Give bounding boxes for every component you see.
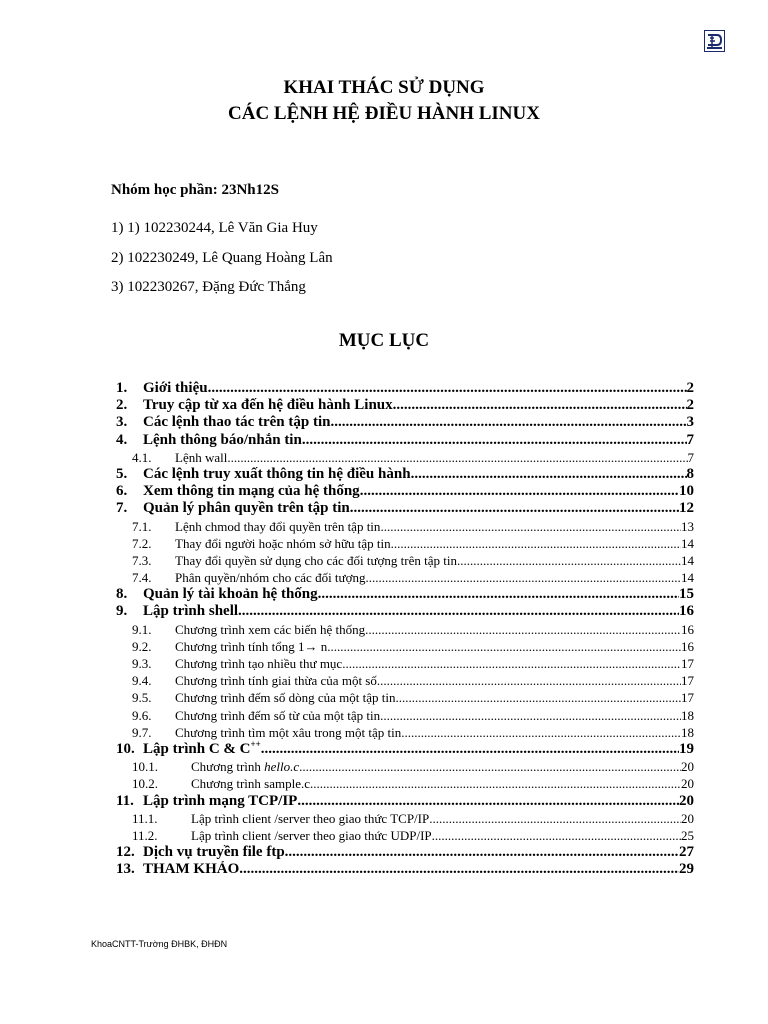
toc-entry-page: 27: [679, 844, 694, 861]
toc-subentry[interactable]: [116, 621, 694, 638]
toc-entry-page: 16: [681, 621, 694, 637]
toc-entry-number: 4.: [116, 431, 128, 448]
toc-leader-dots: [302, 432, 687, 449]
toc-entry-page: 18: [681, 707, 694, 723]
toc-entry-number: 10.: [116, 740, 135, 757]
toc-entry-number: 11.2.: [132, 827, 158, 843]
toc-subentry[interactable]: [116, 449, 694, 466]
toc-subentry[interactable]: [116, 638, 694, 655]
toc-entry-number: 11.: [116, 792, 134, 809]
toc-entry[interactable]: [116, 741, 694, 758]
toc-entry-title: Lệnh thông báo/nhắn tin: [143, 431, 302, 448]
toc-entry-page: 17: [681, 656, 694, 671]
document-title-line-1: KHAI THÁC SỬ DỤNG: [283, 77, 485, 98]
toc-leader-dots: [299, 758, 681, 775]
toc-entry-page: 14: [681, 570, 694, 586]
toc-entry-page: 2: [686, 380, 694, 396]
toc-leader-dots: [327, 638, 681, 655]
toc-entry-number: 5.: [116, 465, 128, 482]
toc-entry-page: 14: [681, 552, 694, 568]
toc-leader-dots: [411, 466, 687, 483]
toc-entry-title: Chương trình đếm số dòng của một tập tin: [175, 690, 396, 706]
toc-entry-title: Chương trình đếm số từ của một tập tin: [175, 707, 381, 723]
toc-entry-page: 13: [681, 518, 694, 534]
toc-entry-title: Xem thông tin mạng của hệ thống: [143, 483, 360, 500]
toc-subentry[interactable]: [116, 569, 694, 586]
toc-entry-number: 7.2.: [132, 535, 152, 551]
toc-subentry[interactable]: [116, 535, 694, 552]
toc-entry-page: 8: [686, 465, 694, 482]
toc-entry-title: Lập trình C & C++: [143, 740, 261, 757]
toc-entry[interactable]: [116, 397, 694, 414]
toc-leader-dots: [429, 810, 681, 827]
toc-entry-title: Thay đổi người hoặc nhóm sở hữu tập tin: [175, 535, 391, 551]
toc-entry-page: 17: [681, 690, 694, 706]
toc-leader-dots: [285, 844, 679, 861]
toc-entry[interactable]: [116, 466, 694, 483]
toc-leader-dots: [395, 689, 681, 706]
toc-entry[interactable]: [116, 500, 694, 517]
toc-entry-number: 4.1.: [132, 449, 152, 465]
toc-entry-title: Quản lý phân quyền trên tập tin: [143, 500, 350, 517]
toc-leader-dots: [457, 552, 681, 569]
toc-subentry[interactable]: [116, 827, 694, 844]
toc-entry-number: 9.6.: [132, 707, 152, 723]
toc-entry-number: 7.: [116, 500, 128, 517]
toc-entry-number: 9.5.: [132, 690, 152, 706]
toc-entry-page: 18: [681, 724, 694, 740]
toc-leader-dots: [261, 741, 679, 758]
toc-subentry[interactable]: [116, 655, 694, 672]
toc-entry-title: Lệnh chmod thay đổi quyền trên tập tin: [175, 518, 381, 534]
toc-entry-page: 19: [679, 740, 694, 757]
toc-leader-dots: [377, 672, 681, 689]
toc-entry-number: 7.1.: [132, 518, 152, 534]
toc-title: MỤC LỤC: [338, 330, 430, 351]
toc-entry-number: 3.: [116, 414, 128, 431]
toc-entry[interactable]: [116, 483, 694, 500]
toc-entry-page: 25: [681, 827, 694, 843]
toc-entry-page: 20: [681, 759, 694, 775]
toc-entry-title: Chương trình tính giai thừa của một số: [175, 673, 377, 689]
toc-entry-number: 9.2.: [132, 638, 152, 654]
toc-subentry[interactable]: [116, 724, 694, 741]
toc-leader-dots: [401, 724, 681, 741]
toc-subentry[interactable]: [116, 689, 694, 706]
toc-entry-page: 15: [679, 586, 694, 603]
toc-leader-dots: [239, 861, 679, 878]
toc-entry[interactable]: [116, 793, 694, 810]
toc-entry-number: 10.2.: [132, 776, 158, 792]
toc-entry-number: 2.: [116, 397, 128, 414]
toc-entry-number: 9.4.: [132, 673, 152, 689]
university-logo: [704, 30, 725, 52]
toc-entry-page: 20: [681, 776, 694, 792]
toc-entry-number: 9.7.: [132, 724, 152, 740]
toc-leader-dots: [238, 603, 679, 620]
toc-entry[interactable]: [116, 414, 694, 431]
toc-entry-page: 2: [686, 397, 694, 414]
toc-leader-dots: [360, 483, 679, 500]
toc-entry-page: 17: [681, 673, 694, 689]
toc-leader-dots: [331, 414, 687, 431]
toc-entry-number: 7.4.: [132, 570, 152, 586]
page-footer: KhoaCNTT-Trường ĐHBK, ĐHĐN: [91, 939, 228, 949]
toc-leader-dots: [365, 621, 681, 638]
toc-entry-title: Thay đổi quyền sử dụng cho các đối tượng trên tập tin: [175, 552, 457, 568]
toc-entry[interactable]: [116, 432, 694, 449]
toc-entry-number: 12.: [116, 844, 135, 861]
toc-entry-title: Chương trình tính tổng 1→ n: [175, 638, 328, 654]
toc-entry-page: 14: [681, 535, 694, 551]
toc-entry-title: Phân quyền/nhóm cho các đối tượng: [175, 570, 366, 586]
toc-entry-title: Chương trình tạo nhiều thư mục: [175, 656, 343, 671]
toc-leader-dots: [310, 775, 681, 792]
toc-entry-page: 16: [679, 603, 694, 620]
toc-leader-dots: [350, 500, 679, 517]
toc-entry-page: 7: [686, 431, 694, 448]
toc-entry-number: 9.: [116, 603, 128, 620]
toc-entry-title: Chương trình hello.c: [191, 759, 300, 775]
toc-entry-title: Lập trình client /server theo giao thức UDP/IP: [191, 827, 432, 843]
toc-entry-title: Chương trình tìm một xâu trong một tập tin: [175, 724, 402, 740]
toc-leader-dots: [365, 569, 681, 586]
toc-subentry[interactable]: [116, 707, 694, 724]
toc-leader-dots: [318, 586, 679, 603]
toc-entry-title: Chương trình xem các biến hệ thống: [175, 621, 366, 637]
toc-entry-number: 8.: [116, 586, 128, 603]
toc-entry-title: THAM KHẢO: [143, 861, 240, 878]
toc-entry-title: Chương trình sample.c: [191, 776, 310, 792]
toc-entry-number: 7.3.: [132, 552, 152, 568]
toc-entry-page: 3: [686, 414, 694, 431]
member-1: 1) 1) 102230244, Lê Văn Gia Huy: [111, 220, 318, 236]
toc-entry-page: 10: [679, 483, 694, 500]
toc-entry-title: Lập trình client /server theo giao thức TCP/IP: [191, 810, 430, 826]
member-2: 2) 102230249, Lê Quang Hoàng Lân: [111, 250, 333, 266]
toc-subentry[interactable]: [116, 518, 694, 535]
toc-leader-dots: [432, 827, 681, 844]
toc-entry-page: 20: [681, 810, 694, 826]
toc-subentry[interactable]: [116, 775, 694, 792]
toc-leader-dots: [297, 793, 679, 810]
toc-entry-title: Truy cập từ xa đến hệ điều hành Linux: [143, 397, 393, 414]
toc-entry-number: 6.: [116, 483, 128, 500]
table-of-contents: [116, 380, 694, 878]
group-label: Nhóm học phần: 23Nh12S: [111, 182, 279, 198]
toc-entry-page: 29: [679, 861, 694, 878]
toc-entry-title: Lập trình mạng TCP/IP: [143, 792, 298, 809]
toc-leader-dots: [380, 518, 681, 535]
toc-entry-title: Các lệnh truy xuất thông tin hệ điều hành: [143, 465, 411, 482]
toc-subentry[interactable]: [116, 552, 694, 569]
toc-leader-dots: [342, 655, 681, 672]
toc-entry-number: 11.1.: [132, 810, 158, 826]
toc-subentry[interactable]: [116, 810, 694, 827]
toc-entry-page: 20: [679, 792, 694, 809]
toc-entry-page: 7: [687, 449, 694, 465]
toc-entry-number: 9.3.: [132, 656, 152, 671]
document-title-line-2: CÁC LỆNH HỆ ĐIỀU HÀNH LINUX: [228, 103, 540, 124]
member-3: 3) 102230267, Đặng Đức Thắng: [111, 279, 306, 295]
toc-entry-number: 9.1.: [132, 621, 152, 637]
toc-entry[interactable]: [116, 586, 694, 603]
toc-entry[interactable]: [116, 844, 694, 861]
toc-entry[interactable]: [116, 861, 694, 878]
toc-entry-title: Lệnh wall: [175, 449, 228, 465]
toc-entry-page: 12: [679, 500, 694, 517]
toc-subentry[interactable]: [116, 672, 694, 689]
toc-entry-number: 1.: [116, 380, 128, 396]
toc-entry-title: Các lệnh thao tác trên tập tin: [143, 414, 331, 431]
toc-entry-number: 10.1.: [132, 759, 158, 775]
toc-leader-dots: [208, 380, 687, 397]
toc-entry[interactable]: [116, 603, 694, 620]
toc-leader-dots: [393, 397, 687, 414]
toc-entry-title: Giới thiệu: [143, 380, 208, 396]
toc-entry-title: Lập trình shell: [143, 603, 239, 620]
toc-subentry[interactable]: [116, 758, 694, 775]
toc-entry-number: 13.: [116, 861, 135, 878]
toc-entry[interactable]: [116, 380, 694, 397]
toc-leader-dots: [227, 449, 687, 466]
toc-leader-dots: [380, 707, 681, 724]
toc-entry-title: Quản lý tài khoản hệ thống: [143, 586, 318, 603]
toc-entry-page: 16: [681, 638, 694, 654]
toc-entry-title: Dịch vụ truyền file ftp: [143, 844, 285, 861]
toc-leader-dots: [391, 535, 681, 552]
